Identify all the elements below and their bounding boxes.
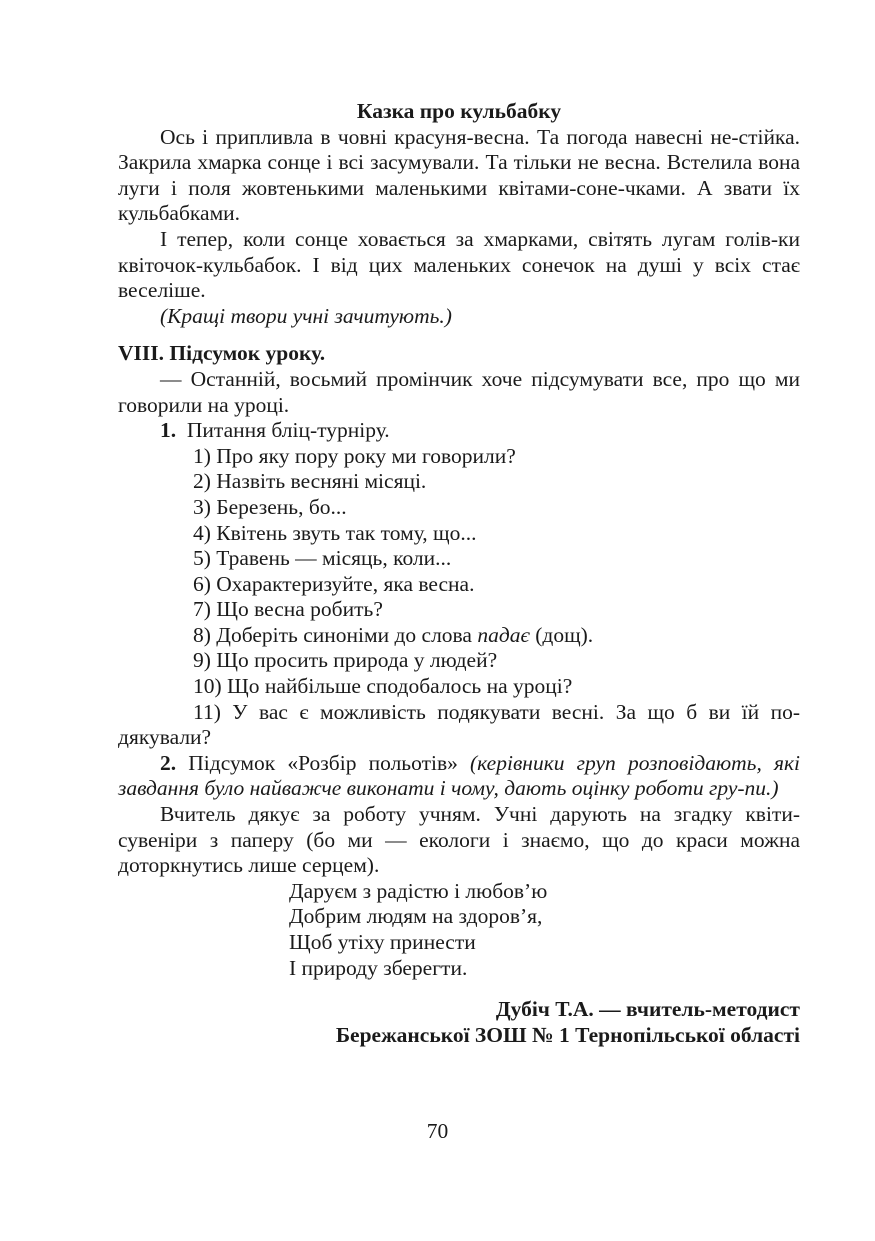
verse-line: Щоб утіху принести: [289, 930, 476, 954]
question-item-11: 11) У вас є можливість подякувати весні. За що б ви їй по-дякували?: [118, 699, 800, 750]
page-number: 70: [426, 1119, 449, 1143]
question-item: 2) Назвіть весняні місяці.: [193, 469, 427, 494]
item-1: [118, 418, 800, 444]
page-content: [118, 99, 800, 1048]
signature-line-2: Бережанської ЗОШ № 1 Тернопільської області: [335, 1022, 800, 1047]
question-item: 10) Що найбільше сподобалось на уроці?: [193, 674, 573, 699]
story-note: (Кращі твори учні зачитують.): [160, 303, 452, 328]
closing-paragraph: Вчитель дякує за роботу учням. Учні дарують на згадку квіти-сувеніри з паперу (бо ми — екологи і знаємо, що до краси можна доторкнутись лише серцем).: [118, 802, 800, 878]
author-signature: [118, 997, 800, 1048]
q8-answer: (дощ).: [529, 622, 594, 647]
section-intro: — Останній, восьмий промінчик хоче підсумувати все, про що ми говорили на уроці.: [118, 366, 800, 417]
question-item: 7) Що весна робить?: [193, 597, 383, 622]
question-item: 9) Що просить природа у людей?: [193, 648, 498, 673]
question-item: 6) Охарактеризуйте, яка весна.: [193, 571, 475, 596]
signature-line-1: Дубіч Т.А. — вчитель-методист: [495, 997, 800, 1022]
q8-text: 8) Доберіть синоніми до слова: [193, 622, 478, 647]
page-title: Казка про кульбабку: [356, 99, 562, 123]
section-heading: VIII. Підсумок уроку.: [118, 341, 326, 366]
question-item: 5) Травень — місяць, коли...: [193, 546, 452, 571]
item-1-text: Питання бліц-турніру.: [186, 418, 390, 443]
item-2-text: Підсумок «Розбір польотів»: [176, 750, 470, 775]
question-item: 1) Про яку пору року ми говорили?: [193, 443, 516, 468]
verse-line: Добрим людям на здоров’я,: [289, 904, 543, 929]
verse-line: І природу зберегти.: [289, 955, 468, 980]
story-paragraph-2: І тепер, коли сонце ховається за хмарками, світять лугам голів-ки квіточок-кульбабок. І від цих маленьких сонечок на душі у всіх стає веселіше.: [118, 226, 800, 303]
question-list: [118, 444, 800, 751]
q8-italic-word: падає: [477, 622, 530, 647]
item-1-number: 1.: [160, 418, 177, 443]
item-2-number: 2.: [160, 750, 177, 775]
story-paragraph-1: Ось і припливла в човні красуня-весна. Та погода навесні не-стійка. Закрила хмарка сонце і всі засумували. Та тільки не весна. Встелила вона луги і поля жовтенькими маленькими квітами-соне-чками. А звати їх кульбабками.: [118, 124, 800, 226]
question-item: 4) Квітень звуть так тому, що...: [193, 520, 477, 545]
question-item-8: [118, 623, 800, 649]
item-2-italic-text: (керівники груп розповідають, які завдання було найважче виконати і чому, дають оцінку роботи гру-пи.): [118, 750, 800, 801]
item-2: [118, 751, 800, 802]
question-item: 3) Березень, бо...: [193, 494, 347, 519]
verse-line: Даруєм з радістю і любов’ю: [289, 878, 548, 903]
verse: [118, 879, 800, 981]
